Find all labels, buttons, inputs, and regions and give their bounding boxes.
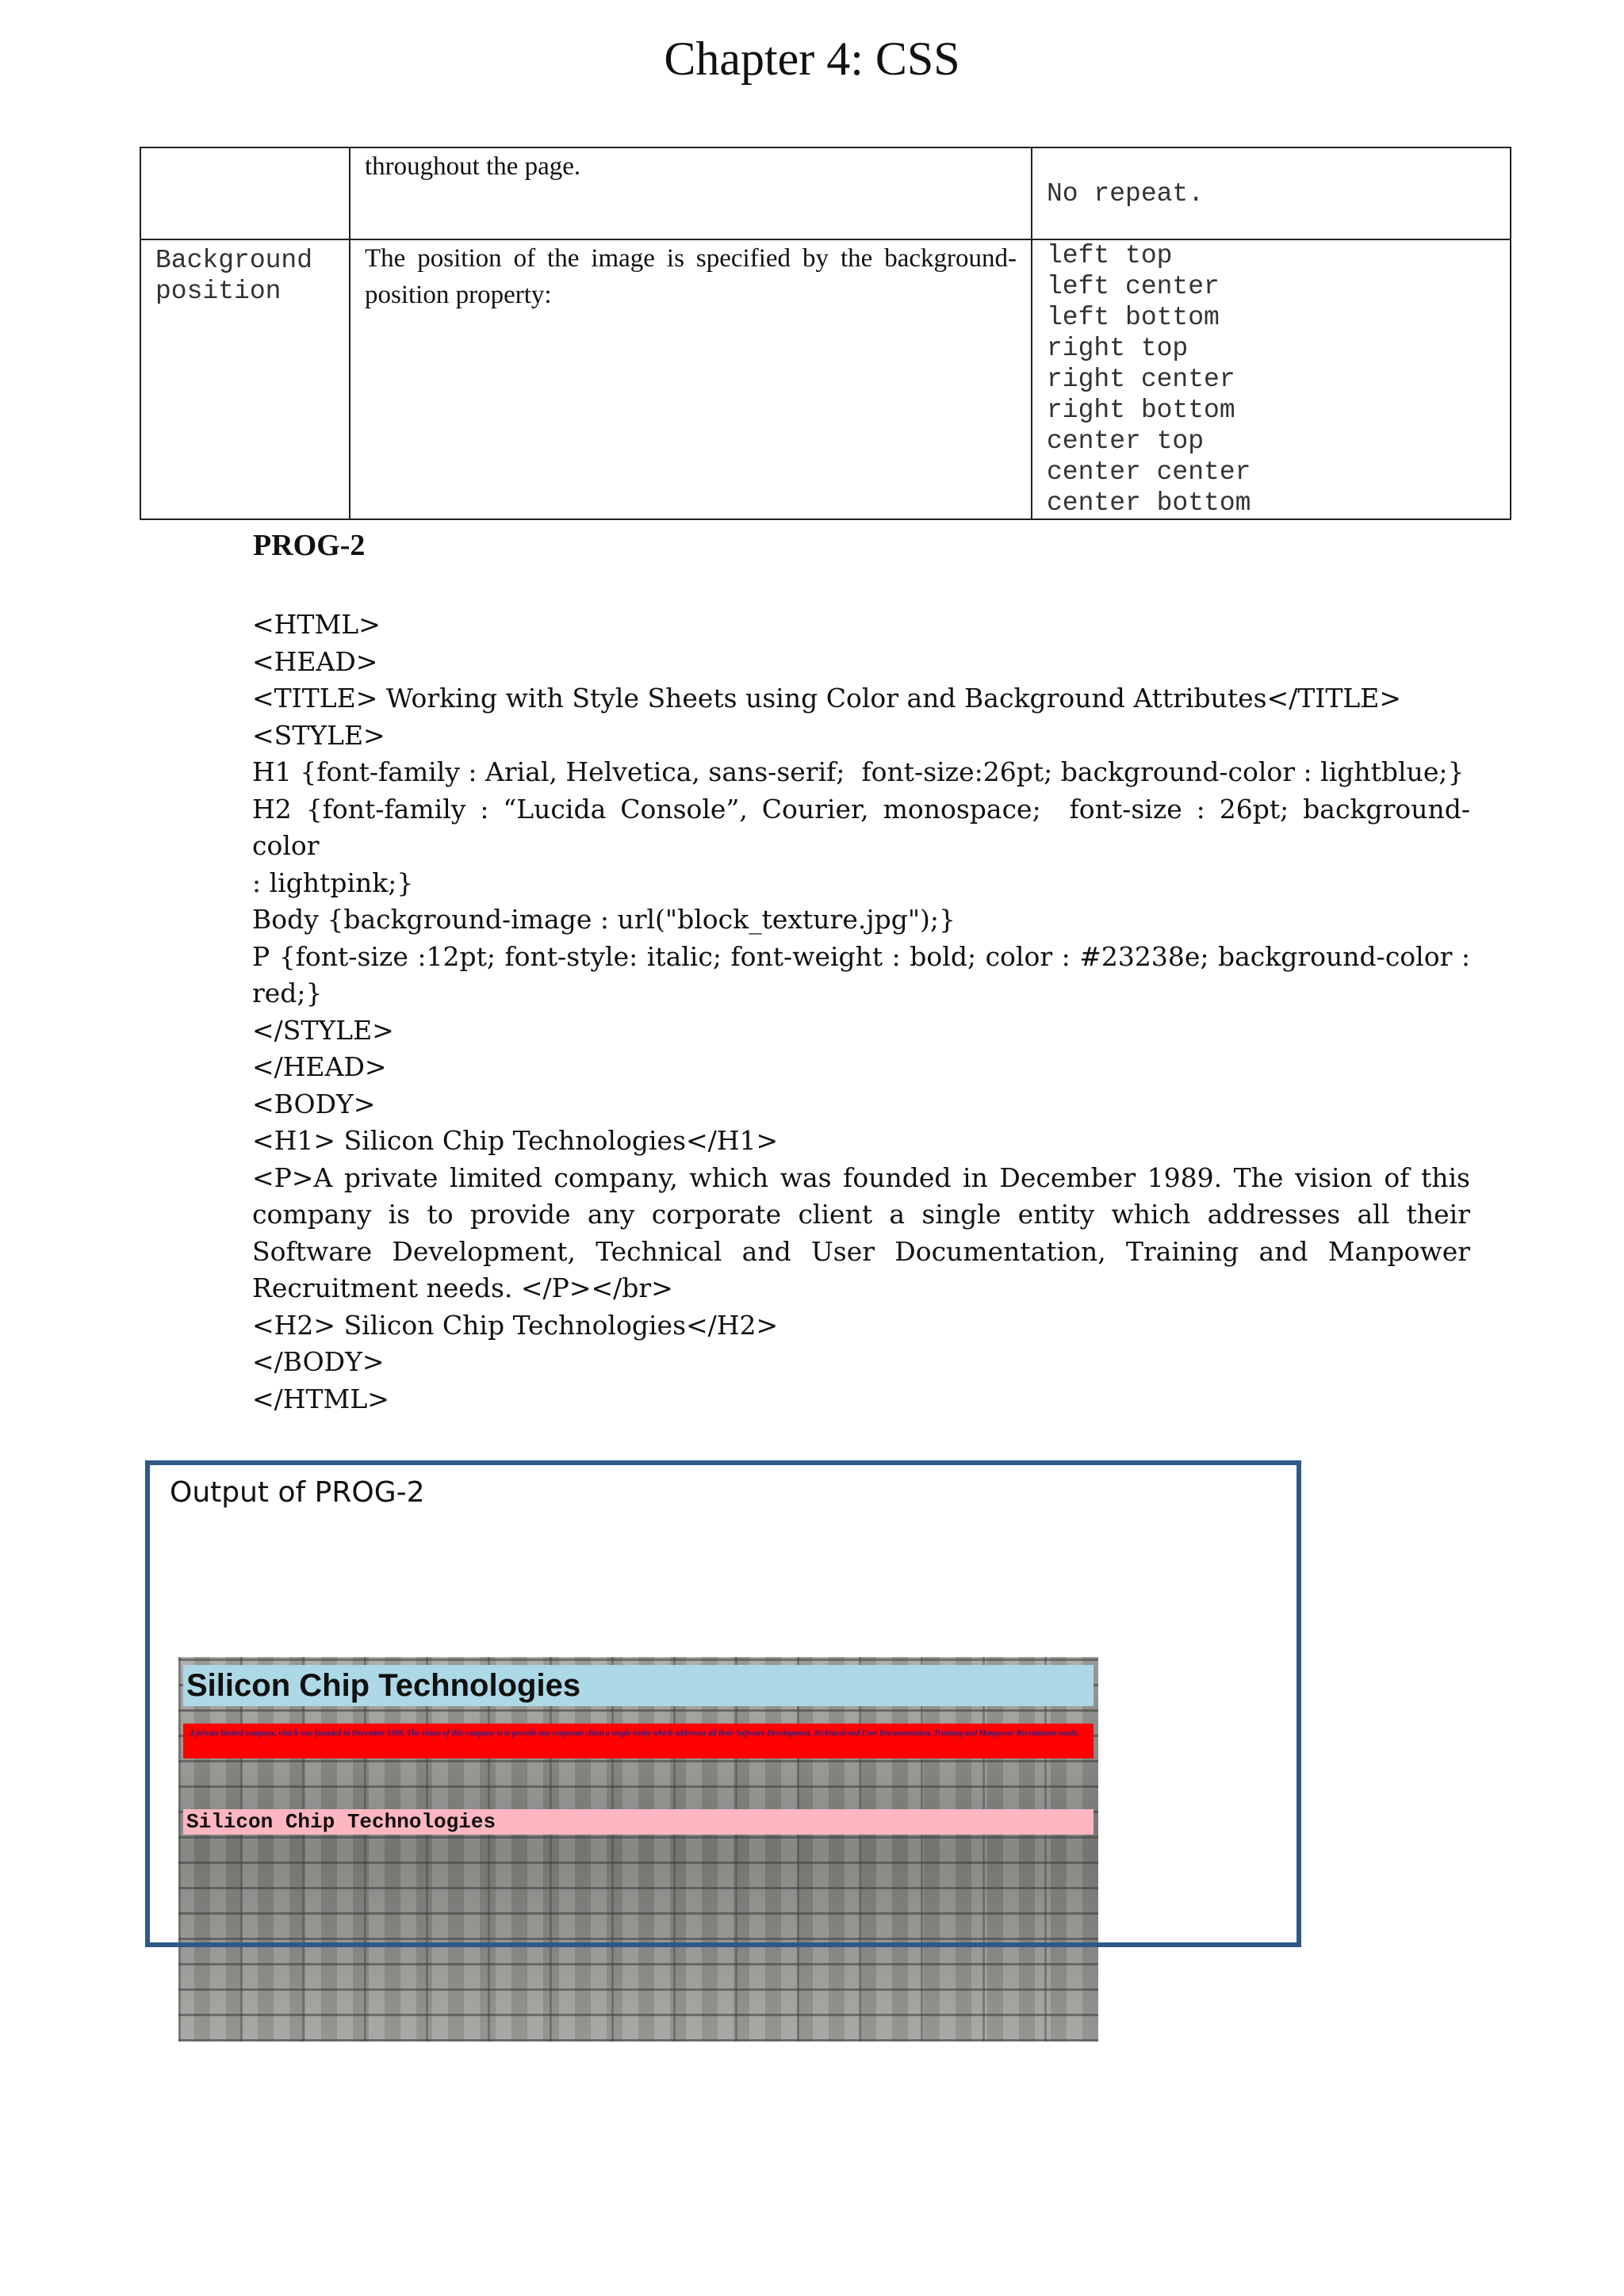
code-line: <H1> Silicon Chip Technologies</H1>	[252, 1125, 779, 1156]
position-value: left top	[1047, 241, 1173, 270]
table-cell-description: The position of the image is specified by the background-position property:	[350, 239, 1032, 519]
table-cell	[140, 147, 350, 239]
table-row	[140, 147, 1511, 239]
code-line: <TITLE> Working with Style Sheets using Color and Background Attributes</TITLE>	[252, 683, 1402, 714]
table-cell-values	[1032, 239, 1511, 519]
code-line: </BODY>	[252, 1346, 385, 1377]
code-line: <BODY>	[252, 1088, 376, 1119]
code-line: Recruitment needs. </P></br>	[252, 1272, 673, 1303]
code-line: : lightpink;}	[252, 867, 414, 898]
table-cell: throughout the page.	[350, 147, 1032, 239]
page-title: Chapter 4: CSS	[664, 33, 960, 85]
css-property-table	[140, 147, 1511, 520]
code-line: P {font-size :12pt; font-style: italic; font-weight : bold; color : #23238e; background-color :	[252, 940, 1470, 972]
table-cell-property: Background position	[140, 239, 350, 519]
code-line: <STYLE>	[252, 719, 385, 751]
output-h1: Silicon Chip Technologies	[183, 1665, 1094, 1706]
table-cell: No repeat.	[1032, 147, 1511, 239]
output-label: Output of PROG-2	[170, 1476, 425, 1509]
code-line: company is to provide any corporate client a single entity which addresses all their	[252, 1199, 1470, 1230]
output-h2: Silicon Chip Technologies	[183, 1809, 1094, 1835]
program-label: PROG-2	[253, 529, 366, 562]
position-value: right center	[1047, 365, 1235, 394]
code-line: </STYLE>	[252, 1014, 394, 1046]
code-line: <HEAD>	[252, 645, 378, 677]
position-value: center bottom	[1047, 488, 1251, 518]
code-line: Body {background-image : url("block_texture.jpg");}	[252, 904, 956, 935]
code-listing	[252, 607, 1470, 1418]
code-line: </HTML>	[252, 1383, 389, 1414]
code-line: H2 {font-family : “Lucida Console”, Courier, monospace; font-size : 26pt; background-color	[252, 793, 1470, 861]
code-line: red;}	[252, 978, 323, 1008]
position-value: center top	[1047, 427, 1205, 456]
position-value: right top	[1047, 334, 1189, 363]
code-line: <HTML>	[252, 609, 381, 640]
position-value: left bottom	[1047, 303, 1220, 332]
output-paragraph: A private limited company, which was founded in December 1989. The vision of this company is to provide any corporate client a single entity which addresses all their Software Development, Technical and User Documentation, Training and Manpower Recruitment needs.	[183, 1724, 1094, 1758]
code-line: Software Development, Technical and User Documentation, Training and Manpower	[252, 1235, 1470, 1267]
output-screenshot	[178, 1657, 1098, 2042]
code-line: H1 {font-family : Arial, Helvetica, sans-serif; font-size:26pt; background-color : lightblue;}	[252, 756, 1465, 787]
position-value: center center	[1047, 457, 1251, 487]
code-line: <H2> Silicon Chip Technologies</H2>	[252, 1309, 779, 1341]
code-line: <P>A private limited company, which was founded in December 1989. The vision of this	[252, 1161, 1470, 1193]
table-row	[140, 239, 1511, 519]
position-value: right bottom	[1047, 396, 1235, 425]
position-value: left center	[1047, 272, 1220, 301]
code-line: </HEAD>	[252, 1051, 387, 1082]
